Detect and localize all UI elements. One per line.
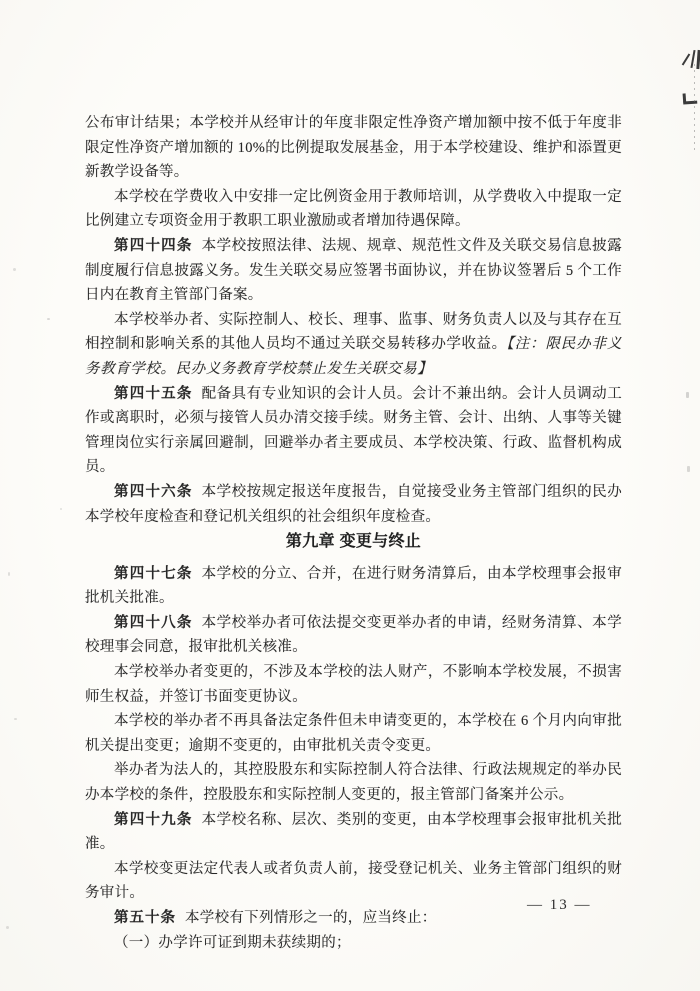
paragraph <box>85 308 622 382</box>
article-number: 第四十六条 <box>114 483 193 500</box>
article-paragraph <box>85 611 622 660</box>
scan-noise-dot <box>14 718 17 720</box>
scan-noise-dot <box>687 466 690 472</box>
paragraph <box>85 758 622 807</box>
paragraph-text: 配备具有专业知识的会计人员。会计不兼出纳。会计人员调动工作或离职时，必须与接管人员办清交接手续。财务主管、会计、出纳、人事等关键管理岗位实行亲属回避制，回避举办者主要成员、本学校决策、行政、监督机构成员。 <box>85 385 623 476</box>
chapter-heading: 第九章 变更与终止 <box>285 533 422 551</box>
paragraph <box>85 660 622 709</box>
scan-noise-dot <box>13 268 16 271</box>
article-paragraph <box>85 808 622 857</box>
article-paragraph <box>85 382 622 480</box>
scan-noise-dot <box>60 508 62 510</box>
scan-noise-dot <box>6 926 9 929</box>
paragraph <box>85 709 622 758</box>
paragraph-text: 本学校举办者可依法提交变更举办者的申请，经财务清算、本学校理事会同意，报审批机关核准。 <box>85 614 623 656</box>
paragraph-text: 本学校名称、层次、类别的变更，由本学校理事会报审批机关批准。 <box>85 811 623 853</box>
scan-artifact-dotted-line <box>694 64 695 154</box>
scan-noise-dot <box>47 318 50 320</box>
paragraph-text: 本学校的举办者不再具备法定条件但未申请变更的，本学校在 6 个月内向审批机关提出变更；逾期不变更的，由审批机关责令变更。 <box>85 713 622 754</box>
paragraph-text: 本学校按照法律、法规、规章、规范性文件及关联交易信息披露制度履行信息披露义务。发生关联交易应签署书面协议，并在协议签署后 5 个工作日内在教育主管部门备案。 <box>85 237 623 304</box>
scan-artifact-pen-strokes <box>684 50 700 73</box>
article-paragraph <box>85 234 622 308</box>
paragraph-text: 本学校的分立、合并，在进行财务清算后，由本学校理事会报审批机关批准。 <box>85 565 623 607</box>
paragraph-text: 本学校举办者、实际控制人、校长、理事、监事、财务负责人以及与其存在互相控制和影响关系的其他人员均不通过关联交易转移办学收益。 <box>85 311 622 353</box>
paragraph-text: 本学校有下列情形之一的，应当终止： <box>184 910 437 926</box>
paragraph-text: （一）办学许可证到期未获续期的； <box>114 934 351 951</box>
paragraph <box>85 931 622 956</box>
paragraph-text: 本学校变更法定代表人或者负责人前，接受登记机关、业务主管部门组织的财务审计。 <box>85 860 622 902</box>
article-number: 第四十九条 <box>114 811 193 828</box>
paragraph-text: 本学校在学费收入中安排一定比例资金用于教师培训，从学费收入中提取一定比例建立专项资金用于教职工职业激励或者增加待遇保障。 <box>85 188 622 230</box>
page-number: — 13 — <box>527 897 592 913</box>
article-number: 第四十四条 <box>114 237 193 254</box>
note-text: 【注：限民办非义务教育学校。民办义务教育学校禁止发生关联交易】 <box>85 336 622 377</box>
paragraph-text: 本学校按规定报送年度报告，自觉接受业务主管部门组织的民办本学校年度检查和登记机关组织的社会组织年度检查。 <box>85 483 623 525</box>
article-number: 第四十八条 <box>114 614 193 631</box>
scan-artifact-hook-mark <box>682 91 699 107</box>
document-body <box>85 111 622 955</box>
article-number: 第五十条 <box>114 910 176 926</box>
paragraph-text: 举办者为法人的，其控股股东和实际控制人符合法律、行政法规规定的举办民办本学校的条件，控股股东和实际控制人变更的，报主管部门备案并公示。 <box>85 762 622 804</box>
article-number: 第四十五条 <box>114 385 193 402</box>
paragraph-text: 本学校举办者变更的，不涉及本学校的法人财产，不影响本学校发展，不损害师生权益，并签订书面变更协议。 <box>85 664 622 705</box>
article-paragraph <box>85 480 622 529</box>
article-paragraph <box>85 562 622 611</box>
scan-noise-dot <box>686 392 689 398</box>
paragraph <box>85 185 622 234</box>
article-number: 第四十七条 <box>114 565 193 582</box>
paragraph <box>85 111 622 185</box>
paragraph-text: 公布审计结果；本学校并从经审计的年度非限定性净资产增加额中按不低于年度非限定性净资产增加额的 10%的比例提取发展基金，用于本学校建设、维护和添置更新教学设备等。 <box>85 115 622 181</box>
scan-noise-dot <box>8 572 10 576</box>
